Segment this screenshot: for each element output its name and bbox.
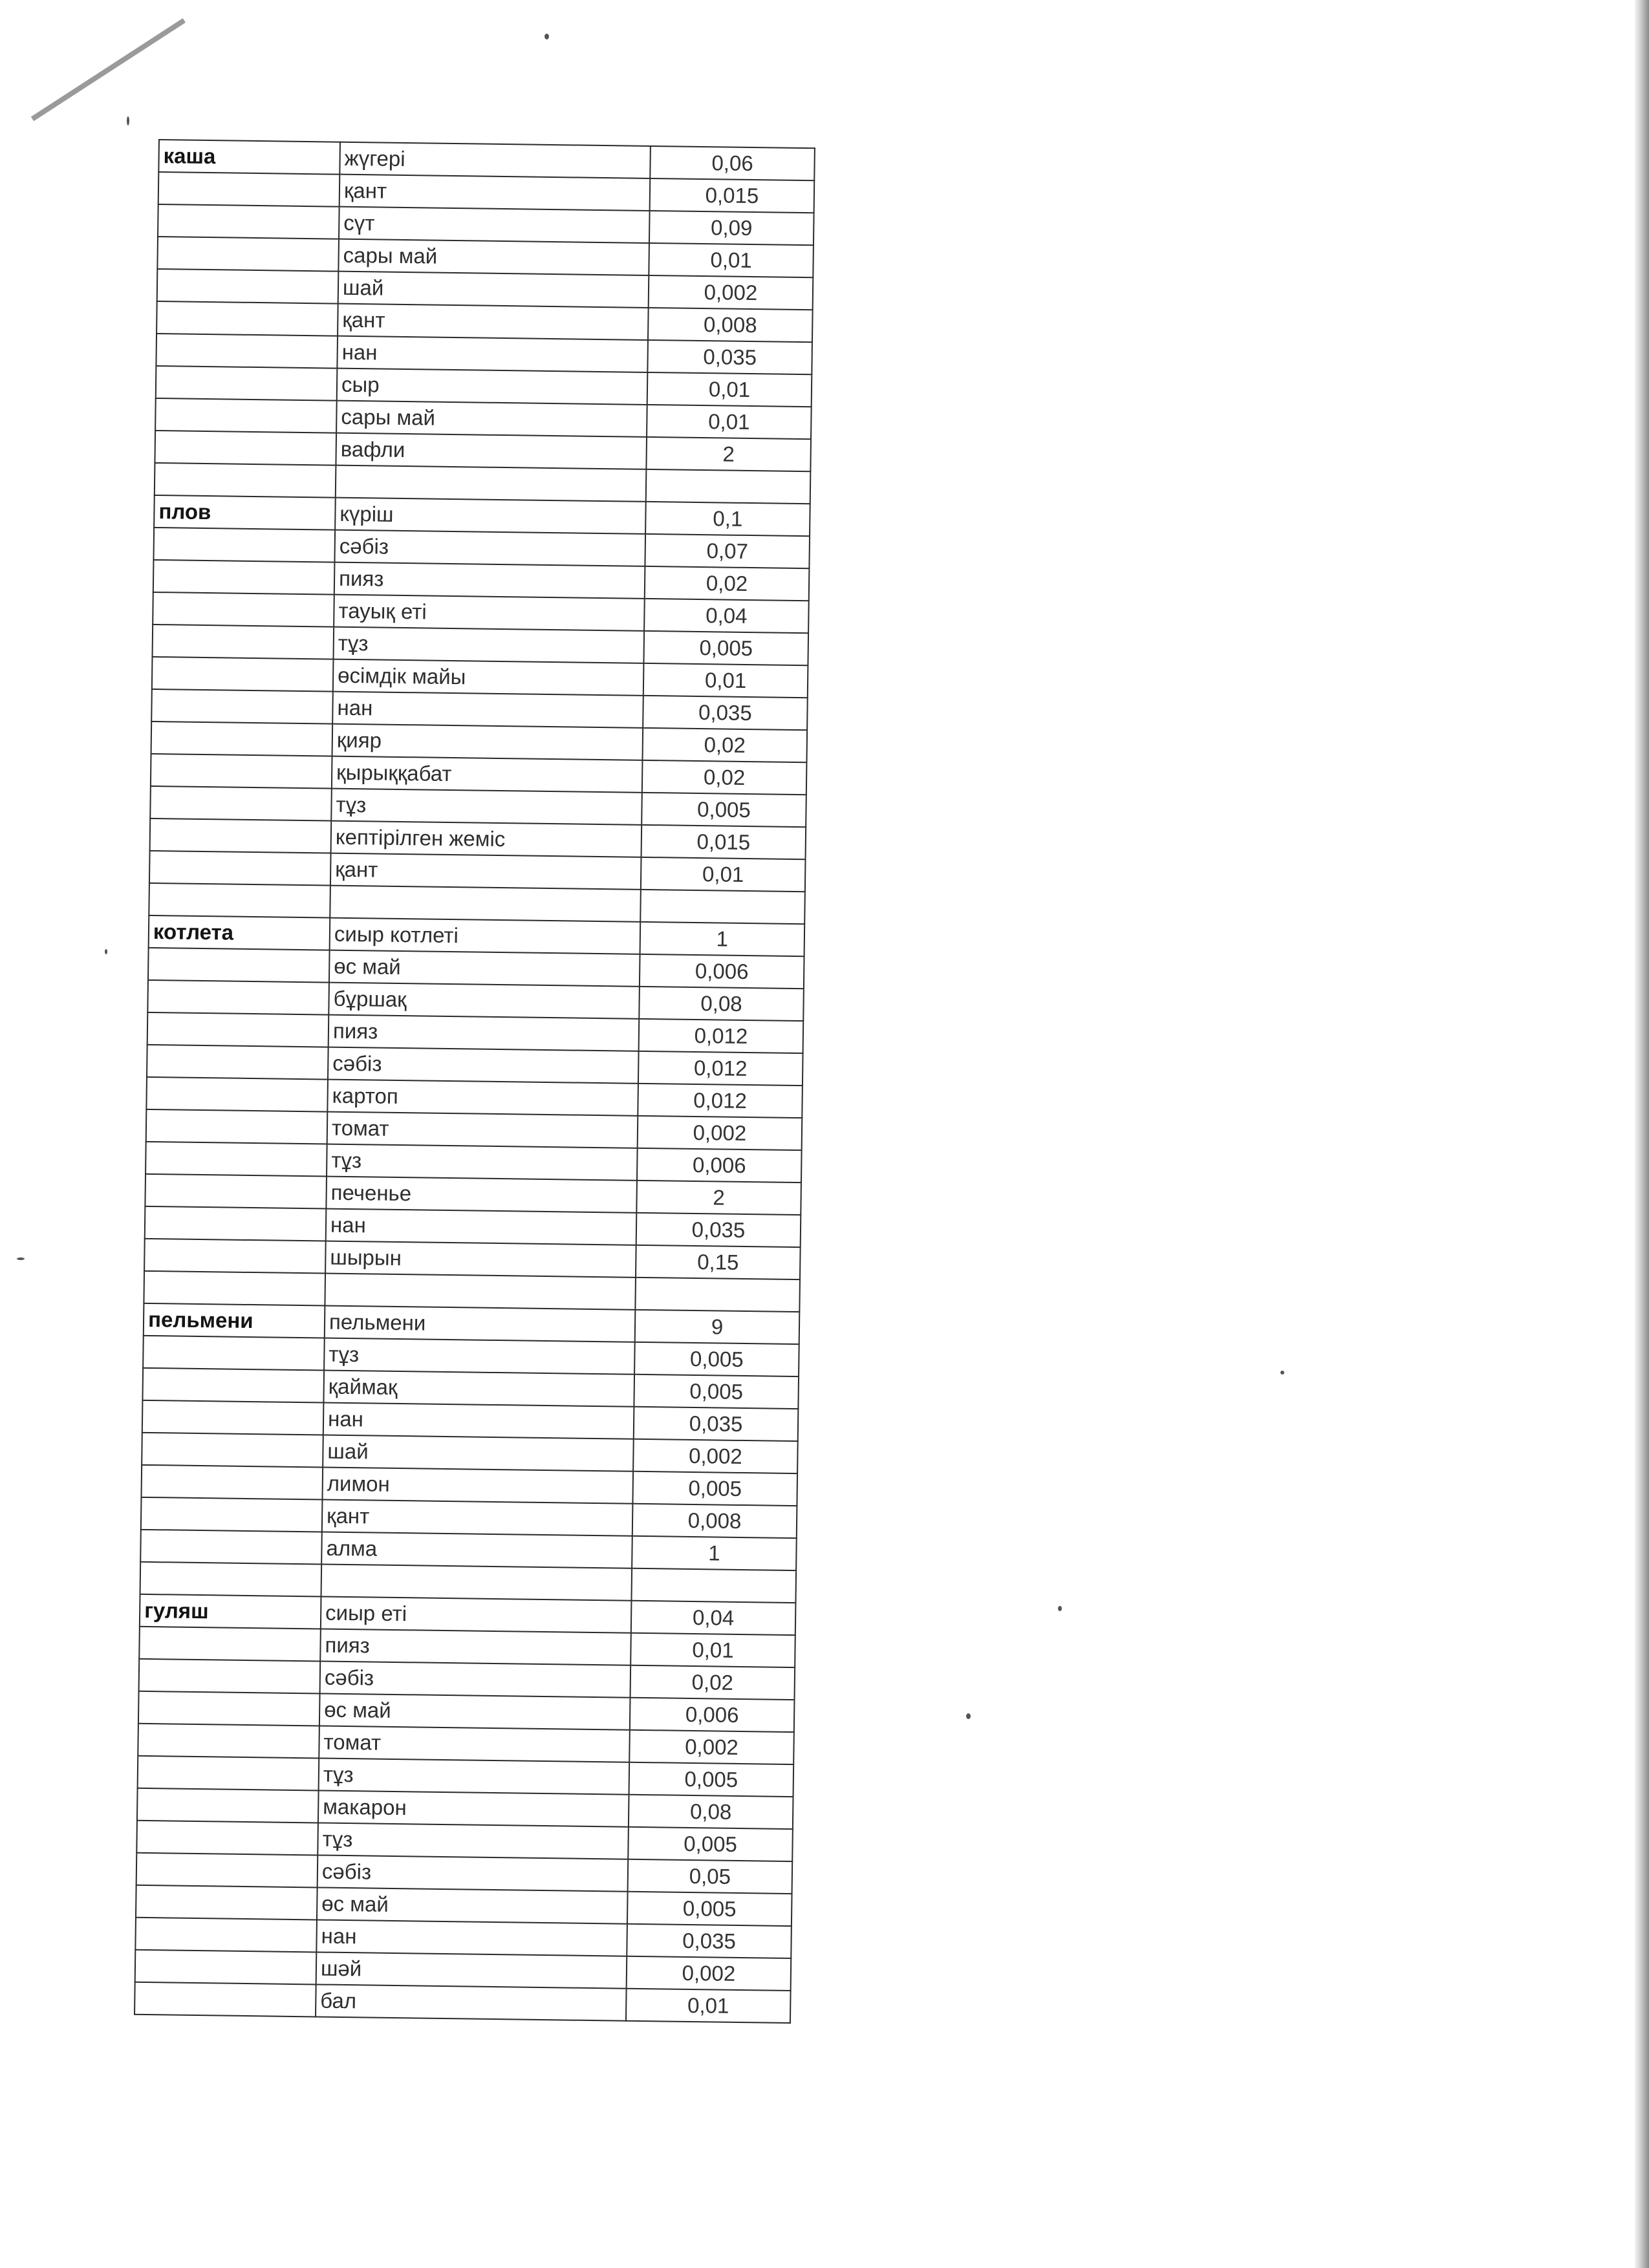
dish-name-cell: плов — [154, 495, 336, 530]
quantity-cell: 0,01 — [626, 1989, 791, 2023]
quantity-cell: 0,005 — [632, 1471, 797, 1506]
ingredient-cell: тұз — [324, 1338, 635, 1375]
quantity-cell: 0,015 — [650, 178, 815, 213]
quantity-cell: 0,04 — [644, 599, 809, 633]
quantity-cell: 0,035 — [643, 696, 808, 730]
quantity-cell: 0,006 — [630, 1698, 795, 1732]
ingredient-cell: пельмени — [325, 1306, 636, 1342]
ingredient-cell: қант — [322, 1499, 633, 1535]
ingredient-cell: нан — [332, 692, 643, 728]
dish-name-cell — [150, 786, 332, 821]
ingredient-cell: томат — [327, 1112, 638, 1148]
empty-cell — [325, 1274, 636, 1310]
dish-name-cell — [155, 431, 336, 465]
quantity-cell: 1 — [640, 922, 805, 956]
dish-name-cell — [146, 1109, 328, 1144]
quantity-cell: 0,005 — [634, 1375, 799, 1409]
dish-name-cell — [151, 754, 332, 789]
quantity-cell: 0,02 — [630, 1665, 795, 1700]
ingredient-cell: тұз — [318, 1823, 629, 1859]
quantity-cell: 2 — [646, 437, 811, 471]
quantity-cell: 0,035 — [634, 1407, 799, 1441]
ingredient-cell: сиыр еті — [321, 1596, 632, 1632]
ingredient-cell: нан — [337, 336, 648, 372]
quantity-cell: 0,012 — [638, 1051, 803, 1086]
quantity-cell: 0,04 — [631, 1601, 796, 1635]
dish-name-cell: котлета — [149, 915, 330, 950]
ingredient-cell: сәбіз — [318, 1855, 629, 1891]
quantity-cell: 1 — [632, 1536, 797, 1570]
ingredient-cell: пияз — [329, 1015, 640, 1051]
dish-name-cell — [153, 592, 334, 627]
dish-name-cell — [158, 172, 340, 207]
ingredient-cell: тұз — [319, 1758, 630, 1794]
ingredient-cell: шай — [338, 272, 649, 308]
quantity-cell: 0,005 — [629, 1762, 794, 1797]
quantity-cell: 0,012 — [638, 1084, 803, 1118]
ingredient-cell: картоп — [327, 1080, 638, 1116]
dish-name-cell — [157, 269, 339, 304]
dish-name-cell — [145, 1174, 327, 1209]
quantity-cell: 0,002 — [627, 1956, 792, 1991]
dish-name-cell — [135, 1918, 317, 1952]
quantity-cell: 0,008 — [648, 308, 813, 342]
dish-name-cell — [144, 1239, 326, 1274]
quantity-cell: 0,035 — [627, 1924, 792, 1958]
dish-name-cell — [150, 818, 332, 853]
dish-name-cell — [136, 1853, 318, 1888]
ingredient-cell: сыр — [337, 369, 648, 405]
dish-name-cell — [139, 1659, 321, 1694]
quantity-cell: 0,008 — [632, 1504, 797, 1538]
empty-cell — [330, 886, 641, 922]
menu-table — [134, 139, 815, 2024]
quantity-cell: 0,08 — [629, 1795, 793, 1829]
quantity-cell: 0,02 — [645, 566, 810, 601]
quantity-cell: 0,02 — [642, 728, 807, 762]
ingredient-cell: қант — [339, 175, 651, 211]
dish-name-cell — [155, 398, 337, 433]
ingredient-cell: жүгері — [339, 142, 651, 178]
dish-name-cell — [146, 1077, 328, 1112]
dish-name-cell — [147, 1012, 329, 1047]
quantity-cell: 0,012 — [639, 1019, 804, 1053]
quantity-cell: 0,01 — [647, 405, 812, 439]
quantity-cell: 0,002 — [638, 1116, 803, 1150]
dish-name-cell — [141, 1497, 323, 1532]
ingredient-cell: пияз — [334, 562, 645, 599]
dish-name-cell — [141, 1465, 323, 1500]
quantity-cell: 0,035 — [647, 340, 812, 374]
dish-name-cell — [143, 1336, 325, 1371]
ingredient-cell: кептірілген жеміс — [331, 821, 642, 857]
scan-speck — [1280, 1371, 1284, 1375]
dish-name-cell — [142, 1433, 323, 1468]
ingredient-cell: алма — [321, 1532, 632, 1568]
dish-name-cell — [137, 1788, 319, 1823]
ingredient-cell: печенье — [326, 1177, 637, 1213]
ingredient-cell: өс май — [317, 1887, 628, 1923]
dish-name-cell — [142, 1368, 324, 1403]
ingredient-cell: макарон — [318, 1790, 629, 1826]
scan-corner-fold — [31, 18, 186, 121]
ingredient-cell: тұз — [327, 1144, 638, 1181]
ingredient-cell: бал — [316, 1984, 627, 2020]
quantity-cell: 0,01 — [647, 372, 812, 407]
ingredient-cell: тауық еті — [334, 595, 645, 631]
ingredient-cell: шай — [323, 1435, 634, 1471]
dish-name-cell — [153, 625, 334, 659]
quantity-cell: 0,02 — [642, 760, 807, 795]
ingredient-cell: қияр — [332, 724, 643, 760]
dish-name-cell — [135, 1982, 316, 2017]
scan-speck — [544, 34, 549, 39]
ingredient-cell: қант — [338, 304, 649, 340]
dish-name-cell: гуляш — [140, 1594, 321, 1629]
dish-name-cell — [147, 1045, 329, 1080]
quantity-cell: 0,002 — [633, 1439, 798, 1473]
quantity-cell: 0,005 — [628, 1827, 793, 1861]
ingredient-cell: сүт — [339, 207, 650, 243]
dish-name-cell — [147, 980, 329, 1015]
ingredient-cell: вафли — [336, 433, 647, 469]
dish-name-cell — [156, 334, 338, 369]
quantity-cell: 0,01 — [643, 663, 808, 698]
ingredient-cell: сары май — [336, 401, 647, 437]
ingredient-cell: лимон — [322, 1468, 633, 1504]
dish-name-cell — [156, 301, 338, 336]
quantity-cell: 0,01 — [641, 857, 806, 892]
dish-name-cell — [151, 722, 333, 756]
dish-name-cell — [145, 1206, 327, 1241]
scan-speck — [127, 116, 129, 125]
quantity-cell: 0,01 — [649, 243, 814, 277]
dish-name-cell — [138, 1691, 320, 1726]
empty-cell — [149, 883, 330, 918]
quantity-cell: 2 — [636, 1181, 801, 1215]
dish-name-cell — [139, 1627, 321, 1662]
quantity-cell: 0,005 — [634, 1342, 799, 1376]
ingredient-cell: қант — [330, 853, 641, 890]
empty-cell — [155, 463, 336, 498]
ingredient-cell: шырын — [325, 1241, 636, 1278]
ingredient-cell: нан — [326, 1209, 637, 1245]
dish-name-cell — [149, 851, 331, 886]
dish-name-cell — [136, 1821, 318, 1856]
ingredient-cell: сәбіз — [334, 530, 645, 566]
dish-name-cell — [158, 204, 339, 239]
ingredient-cell: өсімдік майы — [333, 659, 644, 696]
scan-page-edge — [1635, 0, 1649, 2268]
scan-speck — [966, 1713, 971, 1719]
empty-cell — [646, 469, 811, 504]
menu-sheet — [134, 139, 812, 2024]
dish-name-cell — [156, 366, 338, 401]
quantity-cell: 0,1 — [645, 502, 810, 536]
ingredient-cell: нан — [323, 1403, 634, 1439]
dish-name-cell: пельмени — [144, 1303, 325, 1338]
quantity-cell: 0,09 — [649, 211, 814, 245]
ingredient-cell: сәбіз — [328, 1047, 639, 1084]
dish-name-cell — [138, 1724, 319, 1759]
quantity-cell: 0,005 — [641, 793, 806, 827]
quantity-cell: 0,006 — [640, 954, 804, 989]
ingredient-cell: бұршақ — [329, 983, 640, 1019]
ingredient-cell: сәбіз — [320, 1661, 631, 1697]
ingredient-cell: қаймақ — [323, 1371, 634, 1407]
ingredient-cell: қырыққабат — [332, 756, 643, 793]
dish-name-cell — [138, 1756, 319, 1791]
ingredient-cell: пияз — [320, 1629, 631, 1665]
empty-cell — [336, 465, 647, 502]
quantity-cell: 0,15 — [636, 1245, 801, 1279]
dish-name-cell — [136, 1885, 318, 1920]
dish-name-cell — [135, 1950, 317, 1985]
ingredient-cell: шәй — [316, 1952, 627, 1988]
dish-name-cell — [146, 1142, 327, 1177]
dish-name-cell — [142, 1400, 324, 1435]
quantity-cell: 0,005 — [627, 1892, 792, 1926]
quantity-cell: 0,05 — [628, 1859, 793, 1894]
empty-cell — [631, 1568, 796, 1603]
ingredient-cell: тұз — [331, 789, 642, 825]
quantity-cell: 0,06 — [650, 146, 815, 180]
quantity-cell: 0,005 — [643, 631, 808, 665]
empty-cell — [321, 1564, 632, 1600]
ingredient-cell: нан — [316, 1920, 627, 1956]
quantity-cell: 0,006 — [637, 1148, 802, 1182]
menu-table-body — [135, 140, 815, 2023]
empty-cell — [640, 890, 805, 924]
ingredient-cell: өс май — [319, 1693, 630, 1729]
empty-cell — [144, 1271, 325, 1306]
ingredient-cell: өс май — [329, 950, 640, 987]
dish-name-cell — [148, 948, 330, 983]
ingredient-cell: күріш — [335, 498, 646, 534]
quantity-cell: 0,002 — [629, 1730, 794, 1764]
dish-name-cell — [157, 237, 339, 272]
quantity-cell: 9 — [635, 1310, 800, 1344]
dish-name-cell — [152, 657, 334, 692]
quantity-cell: 0,035 — [636, 1213, 801, 1247]
dish-name-cell — [153, 560, 335, 595]
scan-speck — [17, 1257, 25, 1260]
dish-name-cell — [140, 1530, 322, 1565]
quantity-cell: 0,08 — [639, 987, 804, 1021]
dish-name-cell — [153, 528, 335, 562]
ingredient-cell: тұз — [333, 627, 644, 663]
scan-speck — [105, 949, 107, 954]
empty-cell — [140, 1562, 322, 1597]
ingredient-cell: сиыр котлеті — [330, 918, 641, 954]
dish-name-cell: каша — [158, 140, 340, 175]
ingredient-cell: сары май — [338, 239, 649, 275]
ingredient-cell: томат — [319, 1726, 630, 1762]
scan-speck — [1058, 1606, 1062, 1611]
quantity-cell: 0,002 — [649, 275, 814, 310]
dish-name-cell — [151, 689, 333, 724]
quantity-cell: 0,01 — [630, 1633, 795, 1667]
quantity-cell: 0,015 — [641, 825, 806, 859]
empty-cell — [635, 1278, 800, 1312]
quantity-cell: 0,07 — [645, 534, 810, 568]
